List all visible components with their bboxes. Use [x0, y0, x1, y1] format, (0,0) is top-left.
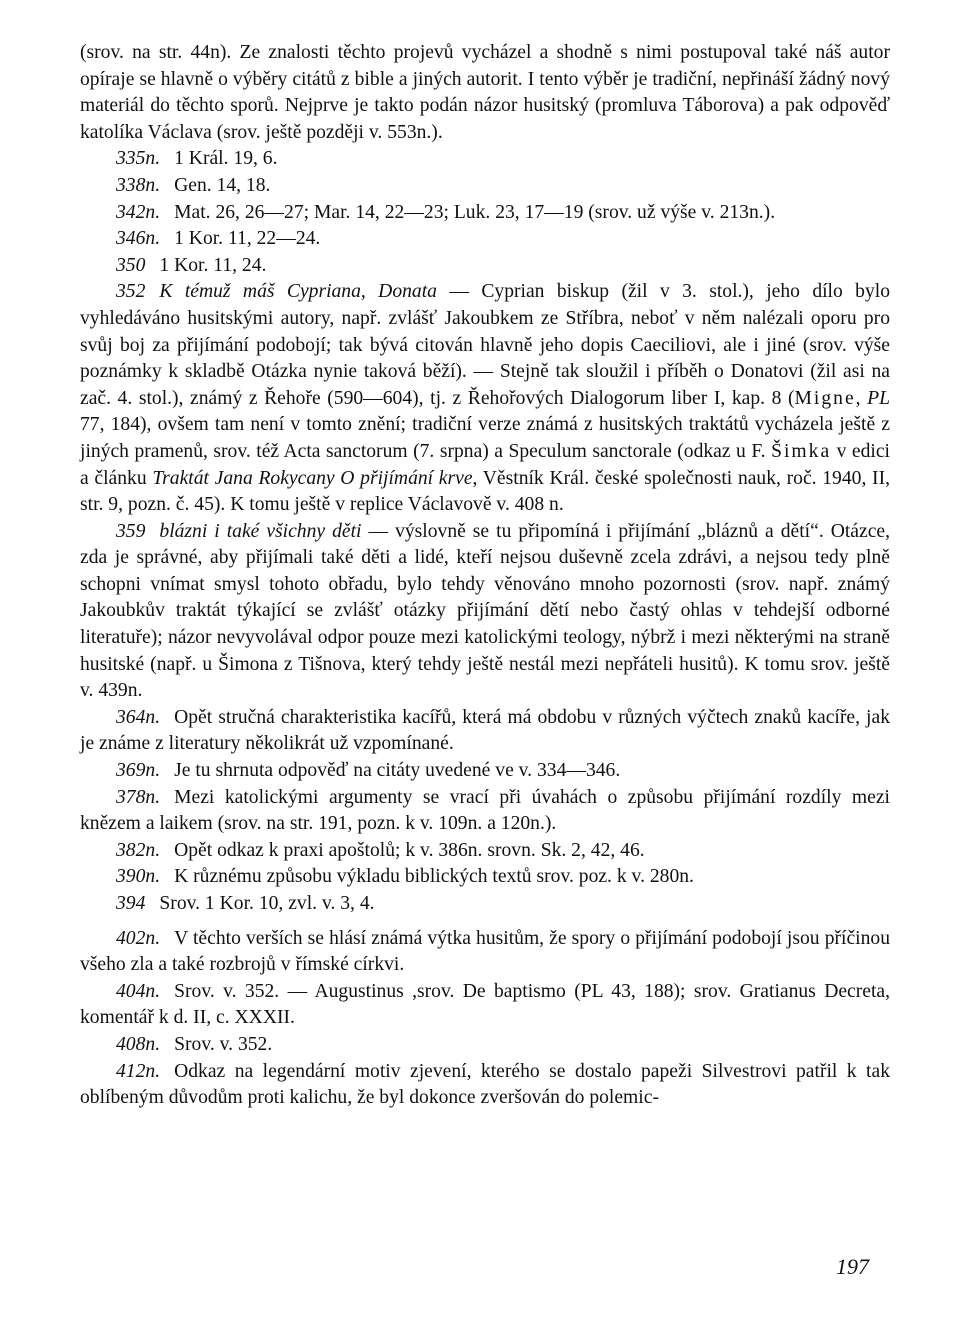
series-pl: PL [867, 387, 891, 409]
note-text: Odkaz na legendární motiv zjevení, kterého se dostalo papeži Silvestrovi patřil k tak oblíbeným důvodům proti kalichu, že byl dokonce zveršován do polemic- [80, 1060, 890, 1109]
note-ref: 402n. [116, 927, 161, 949]
note-382 [80, 838, 890, 865]
author-simek: Šimka [771, 440, 832, 462]
note-ref: 394 [116, 893, 146, 914]
note-ref: 342n. [116, 201, 161, 223]
note-text: Gen. 14, 18. [174, 174, 271, 196]
note-402 [80, 926, 890, 979]
note-ref: 359 [116, 520, 146, 542]
note-346 [80, 226, 890, 253]
note-text: Je tu shrnuta odpověď na citáty uvedené ve v. 334—346. [174, 760, 621, 782]
note-ref: 408n. [116, 1033, 161, 1055]
note-text: Opět stručná charakteristika kacířů, která má obdobu v různých výčtech znaků kacíře, jak je známe z literatury několikrát už vzpomínané. [80, 706, 890, 755]
note-text: Srov. v. 352. [174, 1033, 273, 1055]
note-text: v edici a článku [80, 440, 891, 489]
note-lemma: K témuž máš Cypriana, Donata [159, 281, 437, 303]
note-352 [80, 279, 890, 518]
note-412 [80, 1059, 890, 1112]
note-404 [80, 979, 890, 1032]
note-ref: 364n. [116, 706, 161, 728]
note-ref: 382n. [116, 839, 161, 861]
note-ref: 390n. [116, 866, 161, 888]
article-title: Traktát Jana Rokycany O přijímání krve [152, 467, 473, 489]
note-378 [80, 785, 890, 838]
note-ref: 369n. [116, 760, 161, 782]
note-342 [80, 200, 890, 227]
note-text: 1 Kor. 11, 24. [159, 254, 267, 276]
note-text: , [855, 387, 868, 409]
note-text: Opět odkaz k praxi apoštolů; k v. 386n. srovn. Sk. 2, 42, 46. [174, 839, 645, 861]
note-ref: 338n. [116, 174, 161, 196]
note-ref: 335n. [116, 148, 161, 170]
note-369 [80, 758, 890, 785]
note-ref: 378n. [116, 786, 161, 808]
author-migne: Migne [794, 387, 856, 409]
note-408 [80, 1032, 890, 1059]
note-390 [80, 864, 890, 891]
note-text: 1 Kor. 11, 22—24. [174, 228, 321, 250]
note-text: — Cyprian biskup (žil v 3. stol.), jeho dílo bylo vyhledáváno husitskými autory, např. zvlášť Jakoubkem ze Stříbra, neboť v něm nalézali oporu pro svůj boj za přijímání podobojí; tak bývá citován hlavně jeho dopis Caeciliovi, ale i jiné (srov. výše poznámky k skladbě Otázka nynie taková běží). — Stejně tak sloužil i příběh o Donatovi (žil asi na zač. 4. stol.), známý z Řehoře (590—604), tj. z Řehořových Dialogorum liber I, kap. 8 ( [80, 281, 891, 409]
note-text: Mezi katolickými argumenty se vrací při úvahách o způsobu přijímání rozdíly mezi knězem a laikem (srov. na str. 191, pozn. k v. 109n. a 120n.). [80, 786, 890, 835]
note-text: 1 Král. 19, 6. [174, 148, 278, 170]
note-text: K různému způsobu výkladu biblických textů srov. poz. k v. 280n. [174, 866, 694, 888]
page-number: 197 [836, 1254, 869, 1279]
note-text: , Věstník Král. české společnosti nauk, roč. 1940, II, str. 9, pozn. č. 45). K tomu ještě v replice Václavově v. 408 n. [80, 467, 890, 516]
note-350 [80, 253, 890, 280]
note-335 [80, 146, 890, 173]
note-text: V těchto verších se hlásí známá výtka husitům, že spory o přijímání podobojí jsou příčinou všeho zla a také rozbrojů v římské církvi. [80, 927, 890, 976]
note-lemma: blázni i také všichny děti [159, 520, 362, 542]
note-394 [80, 891, 890, 918]
note-text: 77, 184), ovšem tam není v tomto znění; tradiční verze známá z husitských traktátů vycházela ještě z jiných pramenů, srov. též Acta sanctorum (7. srpna) a Speculum sanctorale (odkaz u F. [80, 414, 890, 462]
note-359 [80, 519, 890, 705]
note-338 [80, 173, 890, 200]
intro-paragraph: (srov. na str. 44n). Ze znalosti těchto projevů vycházel a shodně s nimi postupoval také náš autor opíraje se hlavně o výběry citátů z bible a jiných autorit. I tento výběr je tradiční, nepřináší žádný nový materiál do těchto sporů. Nejprve je takto podán názor husitský (promluva Táborova) a pak odpověď katolíka Václava (srov. ještě později v. 553n.). [80, 42, 890, 143]
note-ref: 352 [116, 281, 146, 303]
note-text: Mat. 26, 26—27; Mar. 14, 22—23; Luk. 23, 17—19 (srov. už výše v. 213n.). [174, 201, 776, 223]
note-ref: 346n. [116, 228, 161, 250]
note-ref: 412n. [116, 1060, 161, 1082]
note-text: Srov. 1 Kor. 10, zvl. v. 3, 4. [159, 893, 375, 914]
page-body [80, 40, 890, 1112]
note-ref: 350 [116, 254, 146, 276]
note-text: — výslovně se tu připomíná i přijímání „bláznů a dětí“. Otázce, zda je správné, aby přijímali také děti a lidé, kteří nejsou duševně zcela zdrávi, a nejsou tedy plně schopni vnímat smysl tohoto obřadu, bylo tehdy věnováno mnoho pozornosti (srov. např. známý Jakoubkův traktát týkající se zvlášť otázky přijímání dětí nebo častý ohlas v tehdejší odborné literatuře); názor nevyvolával odpor pouze mezi katolickými teology, nýbrž i mezi některými na straně husitské (např. u Šimona z Tišnova, který tehdy ještě nestál mezi nepřáteli husitů). K tomu srov. ještě v. 439n. [80, 520, 890, 702]
note-text: Srov. v. 352. — Augustinus ,srov. De baptismo (PL 43, 188); srov. Gratianus Decreta, komentář k d. II, c. XXXII. [80, 980, 890, 1029]
note-364 [80, 705, 890, 758]
note-ref: 404n. [116, 980, 161, 1002]
